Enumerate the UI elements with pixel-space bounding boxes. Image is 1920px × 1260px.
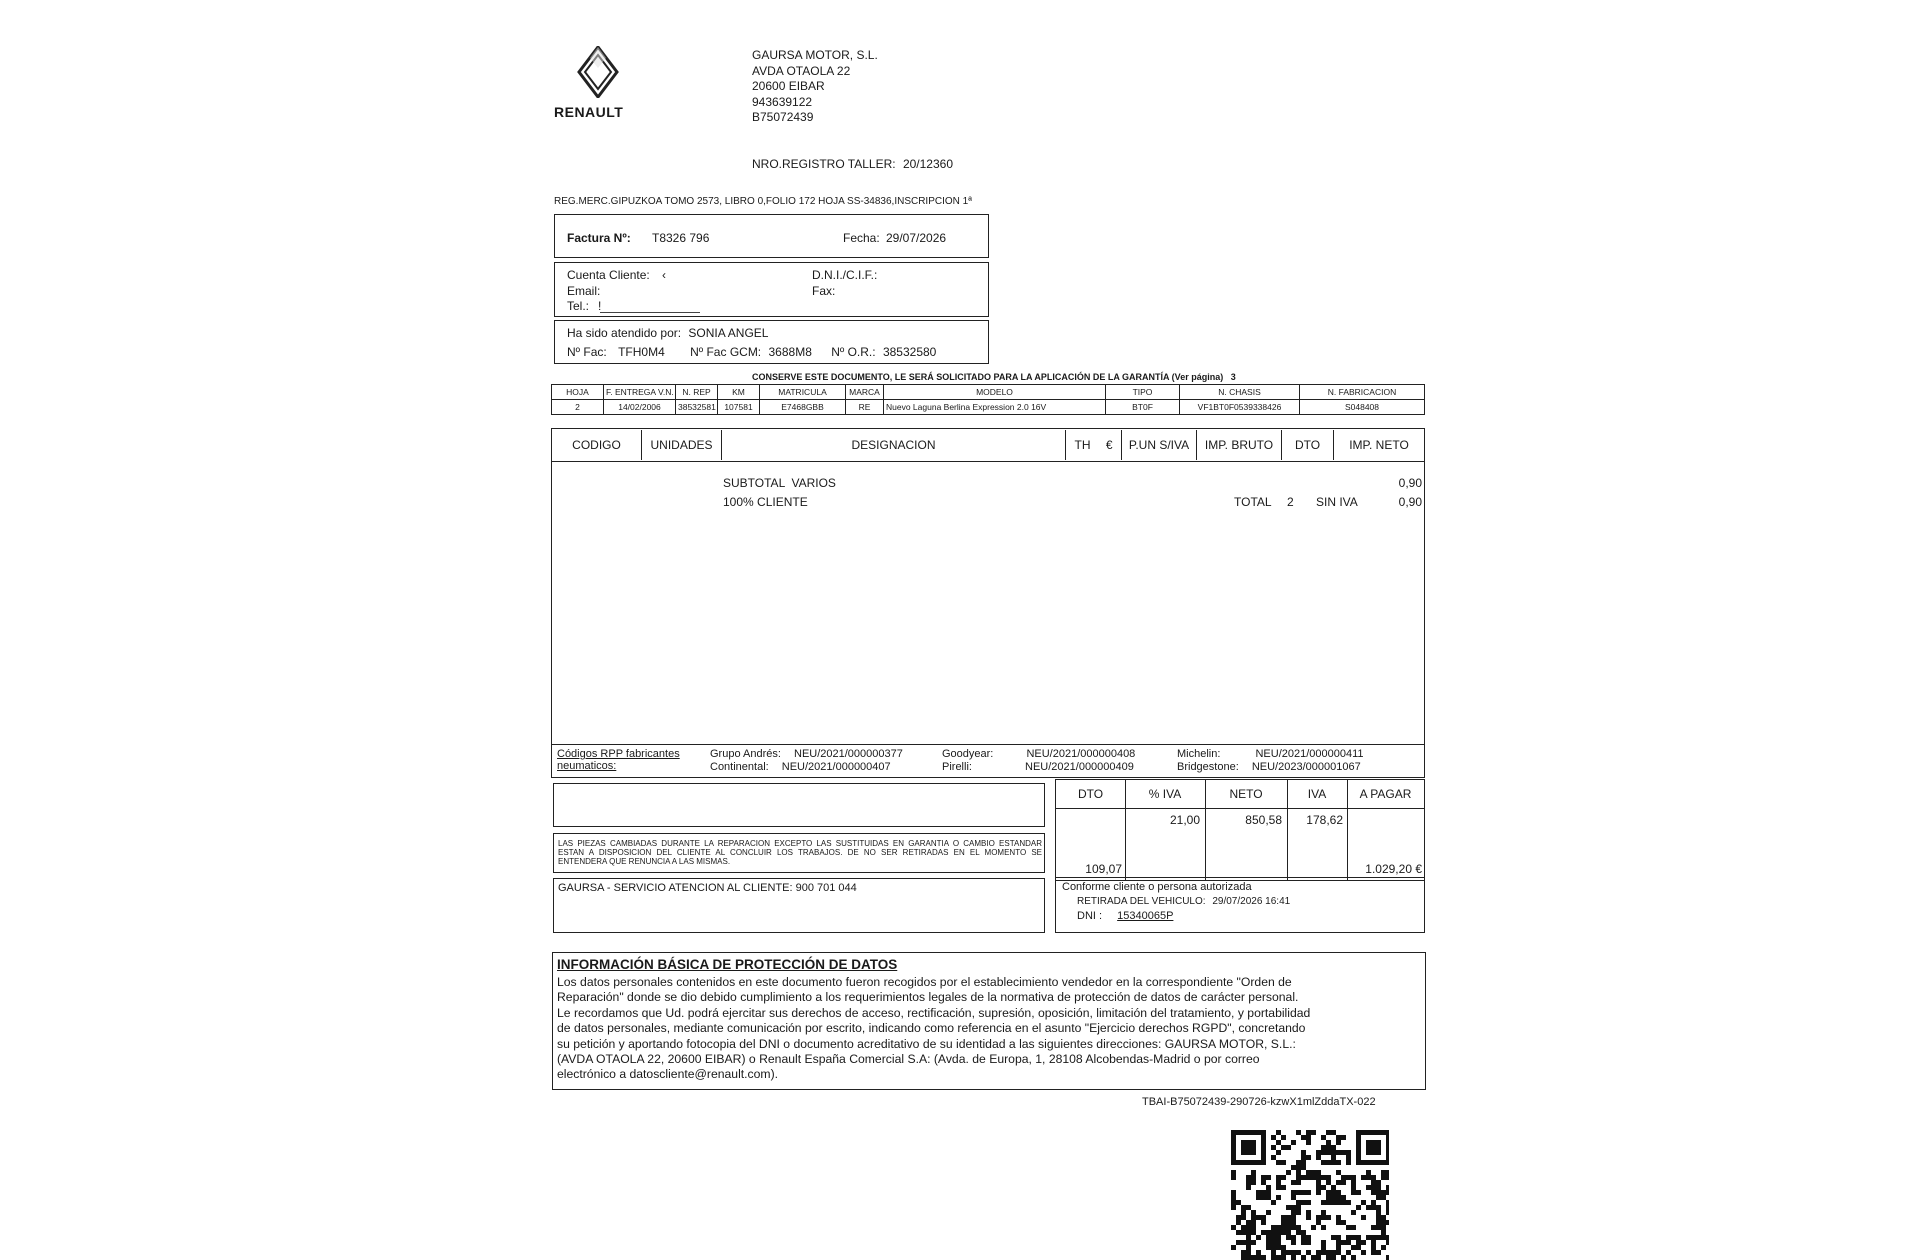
dni-line <box>1077 910 1203 922</box>
privacy-title: INFORMACIÓN BÁSICA DE PROTECCIÓN DE DATOS <box>557 957 898 972</box>
company-info <box>752 48 878 126</box>
items-header-divider <box>552 461 1424 462</box>
client-phone-label: Tel.: <box>567 299 590 313</box>
privacy-line: Le recordamos que Ud. podrá ejercitar sus derechos de acceso, rectificación, supresión, oposición, limitación del tratamiento, y portabilidad <box>557 1005 1311 1020</box>
mercantile-registration: REG.MERC.GIPUZKOA TOMO 2573, LIBRO 0,FOLIO 172 HOJA SS-34836,INSCRIPCION 1ª <box>554 196 972 207</box>
veh-v-marca: RE <box>846 400 884 415</box>
company-tax-id: B75072439 <box>752 110 814 124</box>
renault-logo <box>576 46 620 98</box>
totals-h-iva: IVA <box>1307 787 1327 801</box>
warranty-notice: CONSERVE ESTE DOCUMENTO, LE SERÁ SOLICITADO PARA LA APLICACIÓN DE LA GARANTÍA (Ver página) 3 <box>752 372 1236 382</box>
totals-a-pagar-value: 1.029,20 € <box>1365 862 1422 876</box>
dni-label: DNI : <box>1077 910 1103 922</box>
conformity-label: Conforme cliente o persona autorizada <box>1062 881 1252 893</box>
rpp-bridgestone <box>1177 761 1361 773</box>
total-value: 0,90 <box>1398 495 1422 509</box>
invoice-date: 29/07/2026 <box>886 231 947 245</box>
items-table <box>551 428 1425 778</box>
privacy-line: su petición y aportando fotocopia del DNI o documento acreditativo de su identidad a las siguientes direcciones: GAURSA MOTOR, S.L.: <box>557 1036 1296 1051</box>
service-line: GAURSA - SERVICIO ATENCION AL CLIENTE: 900 701 044 <box>558 882 857 894</box>
privacy-line: Reparación" donde se dio debido cumplimiento a los requerimientos legales de la normativa de protección de datos de carácter personal. <box>557 990 1299 1005</box>
col-pun: P.UN S/IVA <box>1122 430 1197 460</box>
invoice-number: T8326 796 <box>652 231 710 245</box>
brand-logo-text: RENAULT <box>554 104 624 120</box>
rpp-code: NEU/2021/000000408 <box>1026 748 1136 760</box>
rpp-code: NEU/2023/000001067 <box>1251 761 1361 773</box>
veh-v-nrep: 38532581 <box>676 400 718 415</box>
rpp-brand: Michelin: <box>1177 748 1221 760</box>
attended-by <box>567 326 768 340</box>
client-email-label: Email: <box>567 284 601 298</box>
veh-h-fabricacion: N. FABRICACION <box>1300 385 1425 400</box>
company-phone: 943639122 <box>752 94 813 109</box>
col-neto: IMP. NETO <box>1349 438 1409 452</box>
subtotal-label: SUBTOTAL VARIOS <box>723 476 836 490</box>
col-dto: DTO <box>1282 430 1334 460</box>
rpp-continental <box>710 761 891 773</box>
totals-h-dto: DTO <box>1077 787 1104 801</box>
retirada-label: RETIRADA DEL VEHICULO: <box>1077 896 1206 907</box>
veh-h-matricula: MATRICULA <box>760 385 846 400</box>
client-dni-label: D.N.I./C.I.F.: <box>812 268 878 282</box>
rpp-brand: Continental: <box>710 761 769 773</box>
rpp-title-line1: Códigos RPP fabricantes <box>557 748 680 760</box>
totals-neto-value: 850,58 <box>1245 813 1282 827</box>
rpp-code: NEU/2021/000000377 <box>794 748 903 760</box>
veh-v-km: 107581 <box>718 400 760 415</box>
veh-h-nrep: N. REP <box>676 385 718 400</box>
client-phone-value: ! <box>598 299 602 313</box>
veh-v-entrega: 14/02/2006 <box>604 400 676 415</box>
tbai-code: TBAI-B75072439-290726-kzwX1mlZddaTX-022 <box>1142 1096 1376 1108</box>
rpp-code: NEU/2021/000000409 <box>1025 761 1134 773</box>
client-account-value: ‹ <box>662 268 666 282</box>
company-address: AVDA OTAOLA 22 <box>752 63 851 78</box>
veh-h-chasis: N. CHASIS <box>1180 385 1300 400</box>
rpp-title <box>557 748 680 772</box>
gcm-label: Nº Fac GCM: <box>690 345 762 359</box>
rpp-pirelli <box>942 761 1134 773</box>
rpp-goodyear <box>942 748 1135 760</box>
vehicle-header-row <box>552 385 1425 400</box>
col-bruto: IMP. BRUTO <box>1197 430 1282 460</box>
privacy-text <box>557 975 1310 1083</box>
privacy-line: electrónico a datoscliente@renault.com). <box>557 1067 779 1082</box>
client-share-label: 100% CLIENTE <box>723 495 808 509</box>
subtotal-value: 0,90 <box>1398 476 1422 490</box>
rpp-brand: Grupo Andrés: <box>710 748 781 760</box>
company-city: 20600 EIBAR <box>752 79 825 93</box>
veh-h-tipo: TIPO <box>1106 385 1180 400</box>
col-codigo: CODIGO <box>552 430 642 460</box>
attended-refs <box>567 345 936 359</box>
nfac-value: TFH0M4 <box>618 345 665 359</box>
veh-v-tipo: BT0F <box>1106 400 1180 415</box>
veh-v-hoja: 2 <box>552 400 604 415</box>
rpp-brand: Bridgestone: <box>1177 761 1239 773</box>
attended-label: Ha sido atendido por: <box>567 326 682 340</box>
veh-h-km: KM <box>718 385 760 400</box>
totals-h-neto: NETO <box>1229 787 1263 801</box>
rpp-title-line2: neumaticos: <box>557 760 617 772</box>
veh-h-marca: MARCA <box>846 385 884 400</box>
col-th <box>1066 430 1122 460</box>
client-box-mark <box>600 312 700 313</box>
nfac-label: Nº Fac: <box>567 345 607 359</box>
gcm-value: 3688M8 <box>768 345 812 359</box>
rpp-brand: Goodyear: <box>942 748 994 760</box>
rpp-brand: Pirelli: <box>942 761 972 773</box>
qr-code-icon <box>1231 1130 1389 1260</box>
client-fax-label: Fax: <box>812 284 836 298</box>
col-th-label: TH <box>1074 438 1091 452</box>
total-label: TOTAL <box>1234 495 1272 509</box>
totals-h-a-pagar: A PAGAR <box>1359 787 1412 801</box>
totals-dto-value: 109,07 <box>1085 862 1122 876</box>
workshop-reg-label: NRO.REGISTRO TALLER: <box>752 157 896 171</box>
vehicle-table <box>551 384 1425 415</box>
col-designacion: DESIGNACION <box>722 430 1066 460</box>
or-value: 38532580 <box>882 345 937 359</box>
or-label: Nº O.R.: <box>831 345 876 359</box>
vehicle-value-row <box>552 400 1425 415</box>
privacy-line: de datos personales, mediante comunicación por escrito, indicando como referencia en el asunto "Ejercicio derechos RGPD", concretando <box>557 1021 1306 1036</box>
total-num: 2 <box>1287 495 1294 509</box>
company-name: GAURSA MOTOR, S.L. <box>752 48 878 62</box>
veh-v-chasis: VF1BT0F0539338426 <box>1180 400 1300 415</box>
rpp-andres <box>710 748 903 760</box>
sin-iva-label: SIN IVA <box>1316 495 1358 509</box>
blank-box <box>553 783 1045 827</box>
workshop-registration <box>752 157 953 171</box>
retirada-value: 29/07/2026 16:41 <box>1212 896 1291 907</box>
veh-v-modelo: Nuevo Laguna Berlina Expression 2.0 16V <box>884 400 1106 415</box>
veh-v-matricula: E7468GBB <box>760 400 846 415</box>
veh-h-entrega: F. ENTREGA V.N. <box>604 385 676 400</box>
totals-h-iva-pct: % IVA <box>1148 787 1182 801</box>
rpp-code: NEU/2021/000000407 <box>781 761 891 773</box>
attended-name: SONIA ANGEL <box>688 326 769 340</box>
client-account-label: Cuenta Cliente: <box>567 268 650 282</box>
invoice-number-label: Factura Nº: <box>567 231 631 245</box>
veh-v-fabricacion: S048408 <box>1300 400 1425 415</box>
renault-diamond-icon <box>576 46 620 98</box>
totals-iva-value: 178,62 <box>1306 813 1343 827</box>
retirada-line <box>1077 896 1290 907</box>
dni-value: 15340065P <box>1117 910 1174 922</box>
veh-h-modelo: MODELO <box>884 385 1106 400</box>
workshop-reg-value: 20/12360 <box>902 157 953 171</box>
totals-iva-pct-value: 21,00 <box>1169 813 1200 827</box>
parts-notice: LAS PIEZAS CAMBIADAS DURANTE LA REPARACION EXCEPTO LAS SUSTITUIDAS EN GARANTIA O CAMBIO ESTANDAR ESTAN A DISPOSICION DEL CLIENTE AL CONCLUIR LOS TRABAJOS. DE NO SER RETIRADAS EN EL MOMENTO SE ENTENDERA QUE RENUNCIA A LAS MISMAS. <box>558 839 1042 866</box>
veh-h-hoja: HOJA <box>552 385 604 400</box>
col-euro-label: € <box>1105 438 1113 452</box>
privacy-line: Los datos personales contenidos en este documento fueron recogidos por el establecimiento vendedor en la correspondiente "Orden de <box>557 975 1292 989</box>
rpp-michelin <box>1177 748 1364 760</box>
invoice-date-label: Fecha: <box>843 231 880 245</box>
privacy-line: (AVDA OTAOLA 22, 20600 EIBAR) o Renault España Comercial S.A: (Avda. de Europa, 1, 28108 Alcobendas-Madrid o por correo <box>557 1052 1260 1067</box>
rpp-code: NEU/2021/000000411 <box>1255 748 1364 760</box>
col-unidades: UNIDADES <box>642 430 722 460</box>
rpp-divider <box>552 744 1424 745</box>
totals-header-divider <box>1056 808 1424 809</box>
